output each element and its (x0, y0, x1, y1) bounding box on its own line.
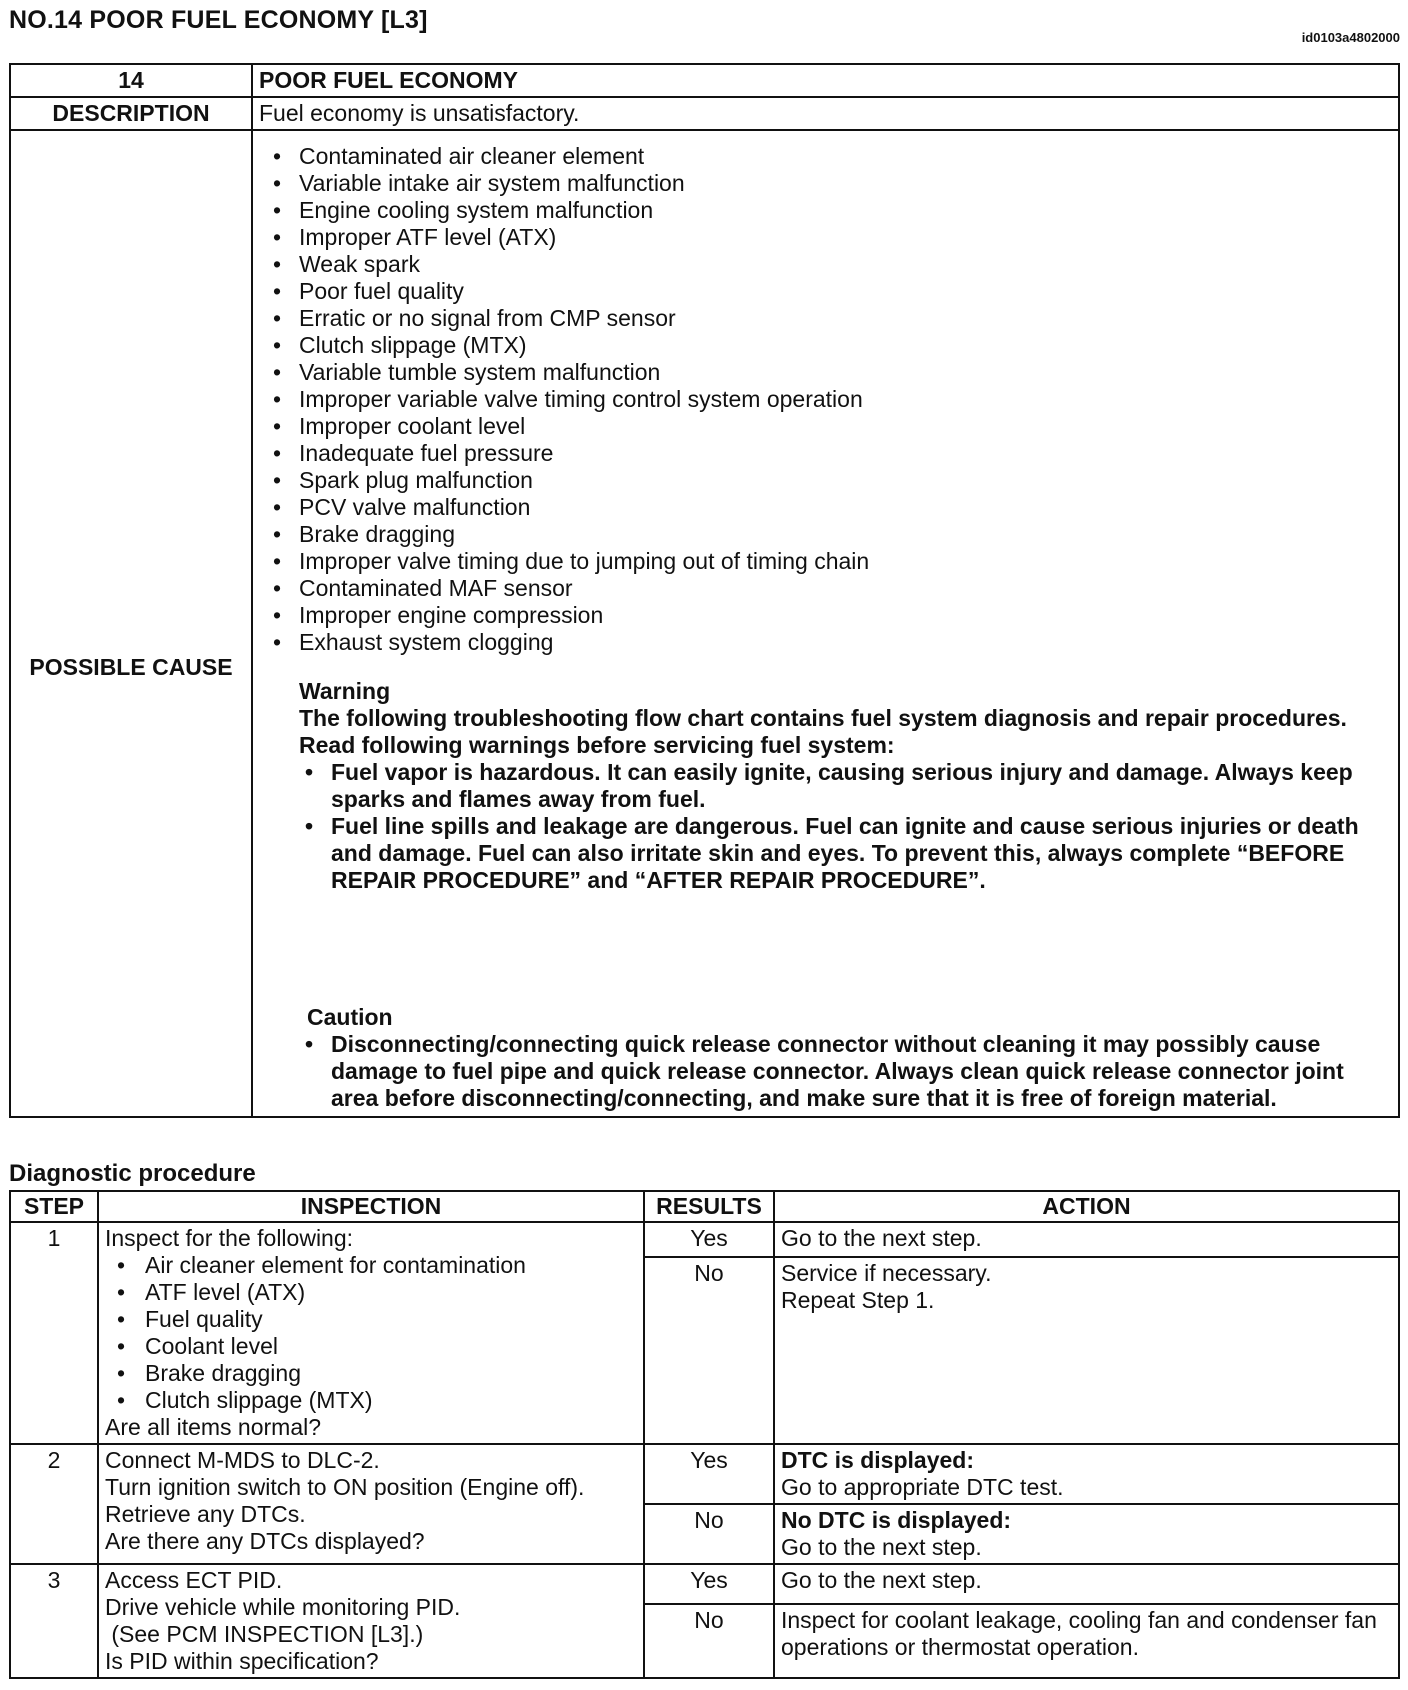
description-row (10, 97, 1399, 130)
step-number: 2 (10, 1444, 98, 1564)
result-no: No (644, 1504, 774, 1564)
list-item: • Clutch slippage (MTX) (105, 1387, 637, 1414)
list-item: • Improper engine compression (259, 602, 1392, 629)
list-item: • Coolant level (105, 1333, 637, 1360)
list-item: • ATF level (ATX) (105, 1279, 637, 1306)
table-row (10, 1222, 1399, 1257)
list-item: • Fuel line spills and leakage are dangerous. Fuel can ignite and cause serious injuries or death and damage. Fuel can also irritate skin and eyes. To prevent this, always complete “BEFORE REPAIR PROCEDURE” and “AFTER REPAIR PROCEDURE”. (299, 813, 1392, 894)
symptom-summary-table (9, 63, 1400, 1118)
warning-block (259, 678, 1392, 894)
possible-cause-cell (252, 130, 1399, 1117)
list-item: • Improper variable valve timing control system operation (259, 386, 1392, 413)
step-number: 3 (10, 1564, 98, 1678)
action-yes (774, 1444, 1399, 1504)
list-item: • Inadequate fuel pressure (259, 440, 1392, 467)
inspection-question: Are there any DTCs displayed? (105, 1528, 425, 1554)
cause-list (259, 143, 1392, 656)
list-item: • Weak spark (259, 251, 1392, 278)
action-no: Inspect for coolant leakage, cooling fan and condenser fan operations or thermostat operation. (774, 1604, 1399, 1678)
action-no (774, 1504, 1399, 1564)
list-item: • Exhaust system clogging (259, 629, 1392, 656)
list-item: • Fuel quality (105, 1306, 637, 1333)
column-header-inspection: INSPECTION (98, 1191, 644, 1222)
inspection-cell (98, 1222, 644, 1444)
inspection-text: Access ECT PID. (105, 1567, 283, 1593)
list-item: • Improper valve timing due to jumping out of timing chain (259, 548, 1392, 575)
result-yes: Yes (644, 1222, 774, 1257)
list-item: • Spark plug malfunction (259, 467, 1392, 494)
action-heading: DTC is displayed: (781, 1447, 974, 1473)
column-header-results: RESULTS (644, 1191, 774, 1222)
step-number: 1 (10, 1222, 98, 1444)
inspection-question: Are all items normal? (105, 1414, 322, 1440)
action-text: Go to the next step. (781, 1534, 982, 1560)
list-item: • Engine cooling system malfunction (259, 197, 1392, 224)
list-item: • Contaminated air cleaner element (259, 143, 1392, 170)
inspection-text: Drive vehicle while monitoring PID. (105, 1594, 461, 1620)
action-heading: No DTC is displayed: (781, 1507, 1012, 1533)
list-item: • Air cleaner element for contamination (105, 1252, 637, 1279)
inspection-list (105, 1252, 637, 1414)
diagnostic-procedure-table (9, 1190, 1400, 1679)
warning-intro: The following troubleshooting flow chart contains fuel system diagnosis and repair procedures. Read following warnings before servicing fuel system: (299, 705, 1347, 758)
list-item: • Contaminated MAF sensor (259, 575, 1392, 602)
list-item: • Erratic or no signal from CMP sensor (259, 305, 1392, 332)
action-no (774, 1257, 1399, 1444)
inspection-text: Retrieve any DTCs. (105, 1501, 306, 1527)
inspection-cell (98, 1444, 644, 1564)
table-header-row (10, 1191, 1399, 1222)
description-label: DESCRIPTION (10, 97, 252, 130)
action-text: Service if necessary. (781, 1260, 992, 1286)
list-item: • Clutch slippage (MTX) (259, 332, 1392, 359)
inspection-text: Connect M-MDS to DLC-2. (105, 1447, 380, 1473)
list-item: • Disconnecting/connecting quick release connector without cleaning it may possibly cause damage to fuel pipe and quick release connector. Always clean quick release connector joint area before disconnecting/connecting, and make sure that it is free of foreign material. (299, 1031, 1392, 1112)
possible-cause-row (10, 130, 1399, 1117)
warning-list (299, 759, 1392, 894)
result-yes: Yes (644, 1444, 774, 1504)
caution-list (299, 1031, 1392, 1112)
list-item: • Variable intake air system malfunction (259, 170, 1392, 197)
list-item: • Variable tumble system malfunction (259, 359, 1392, 386)
table-row (10, 1564, 1399, 1604)
result-no: No (644, 1257, 774, 1444)
document-id: id0103a4802000 (1301, 30, 1400, 45)
column-header-step: STEP (10, 1191, 98, 1222)
result-yes: Yes (644, 1564, 774, 1604)
result-no: No (644, 1604, 774, 1678)
action-yes: Go to the next step. (774, 1222, 1399, 1257)
list-item: • Brake dragging (105, 1360, 637, 1387)
symptom-number: 14 (10, 64, 252, 97)
inspection-question: Is PID within specification? (105, 1648, 379, 1674)
symptom-name: POOR FUEL ECONOMY (252, 64, 1399, 97)
inspection-text: Turn ignition switch to ON position (Engine off). (105, 1474, 585, 1500)
caution-title: Caution (307, 1004, 393, 1030)
possible-cause-label: POSSIBLE CAUSE (10, 130, 252, 1117)
description-text: Fuel economy is unsatisfactory. (252, 97, 1399, 130)
list-item: • Brake dragging (259, 521, 1392, 548)
column-header-action: ACTION (774, 1191, 1399, 1222)
list-item: • Improper ATF level (ATX) (259, 224, 1392, 251)
action-yes: Go to the next step. (774, 1564, 1399, 1604)
table-row (10, 1444, 1399, 1504)
action-text: Go to appropriate DTC test. (781, 1474, 1064, 1500)
list-item: • Poor fuel quality (259, 278, 1392, 305)
inspection-cell (98, 1564, 644, 1678)
list-item: • Fuel vapor is hazardous. It can easily ignite, causing serious injury and damage. Always keep sparks and flames away from fuel. (299, 759, 1392, 813)
action-text: Repeat Step 1. (781, 1287, 935, 1313)
inspection-text: Inspect for the following: (105, 1225, 354, 1251)
inspection-text: (See PCM INSPECTION [L3].) (105, 1621, 424, 1647)
warning-title: Warning (299, 678, 391, 704)
caution-block (259, 1031, 1392, 1114)
section-title: Diagnostic procedure (9, 1160, 256, 1187)
page-title: NO.14 POOR FUEL ECONOMY [L3] (9, 6, 428, 34)
list-item: • Improper coolant level (259, 413, 1392, 440)
summary-header-row (10, 64, 1399, 97)
list-item: • PCV valve malfunction (259, 494, 1392, 521)
